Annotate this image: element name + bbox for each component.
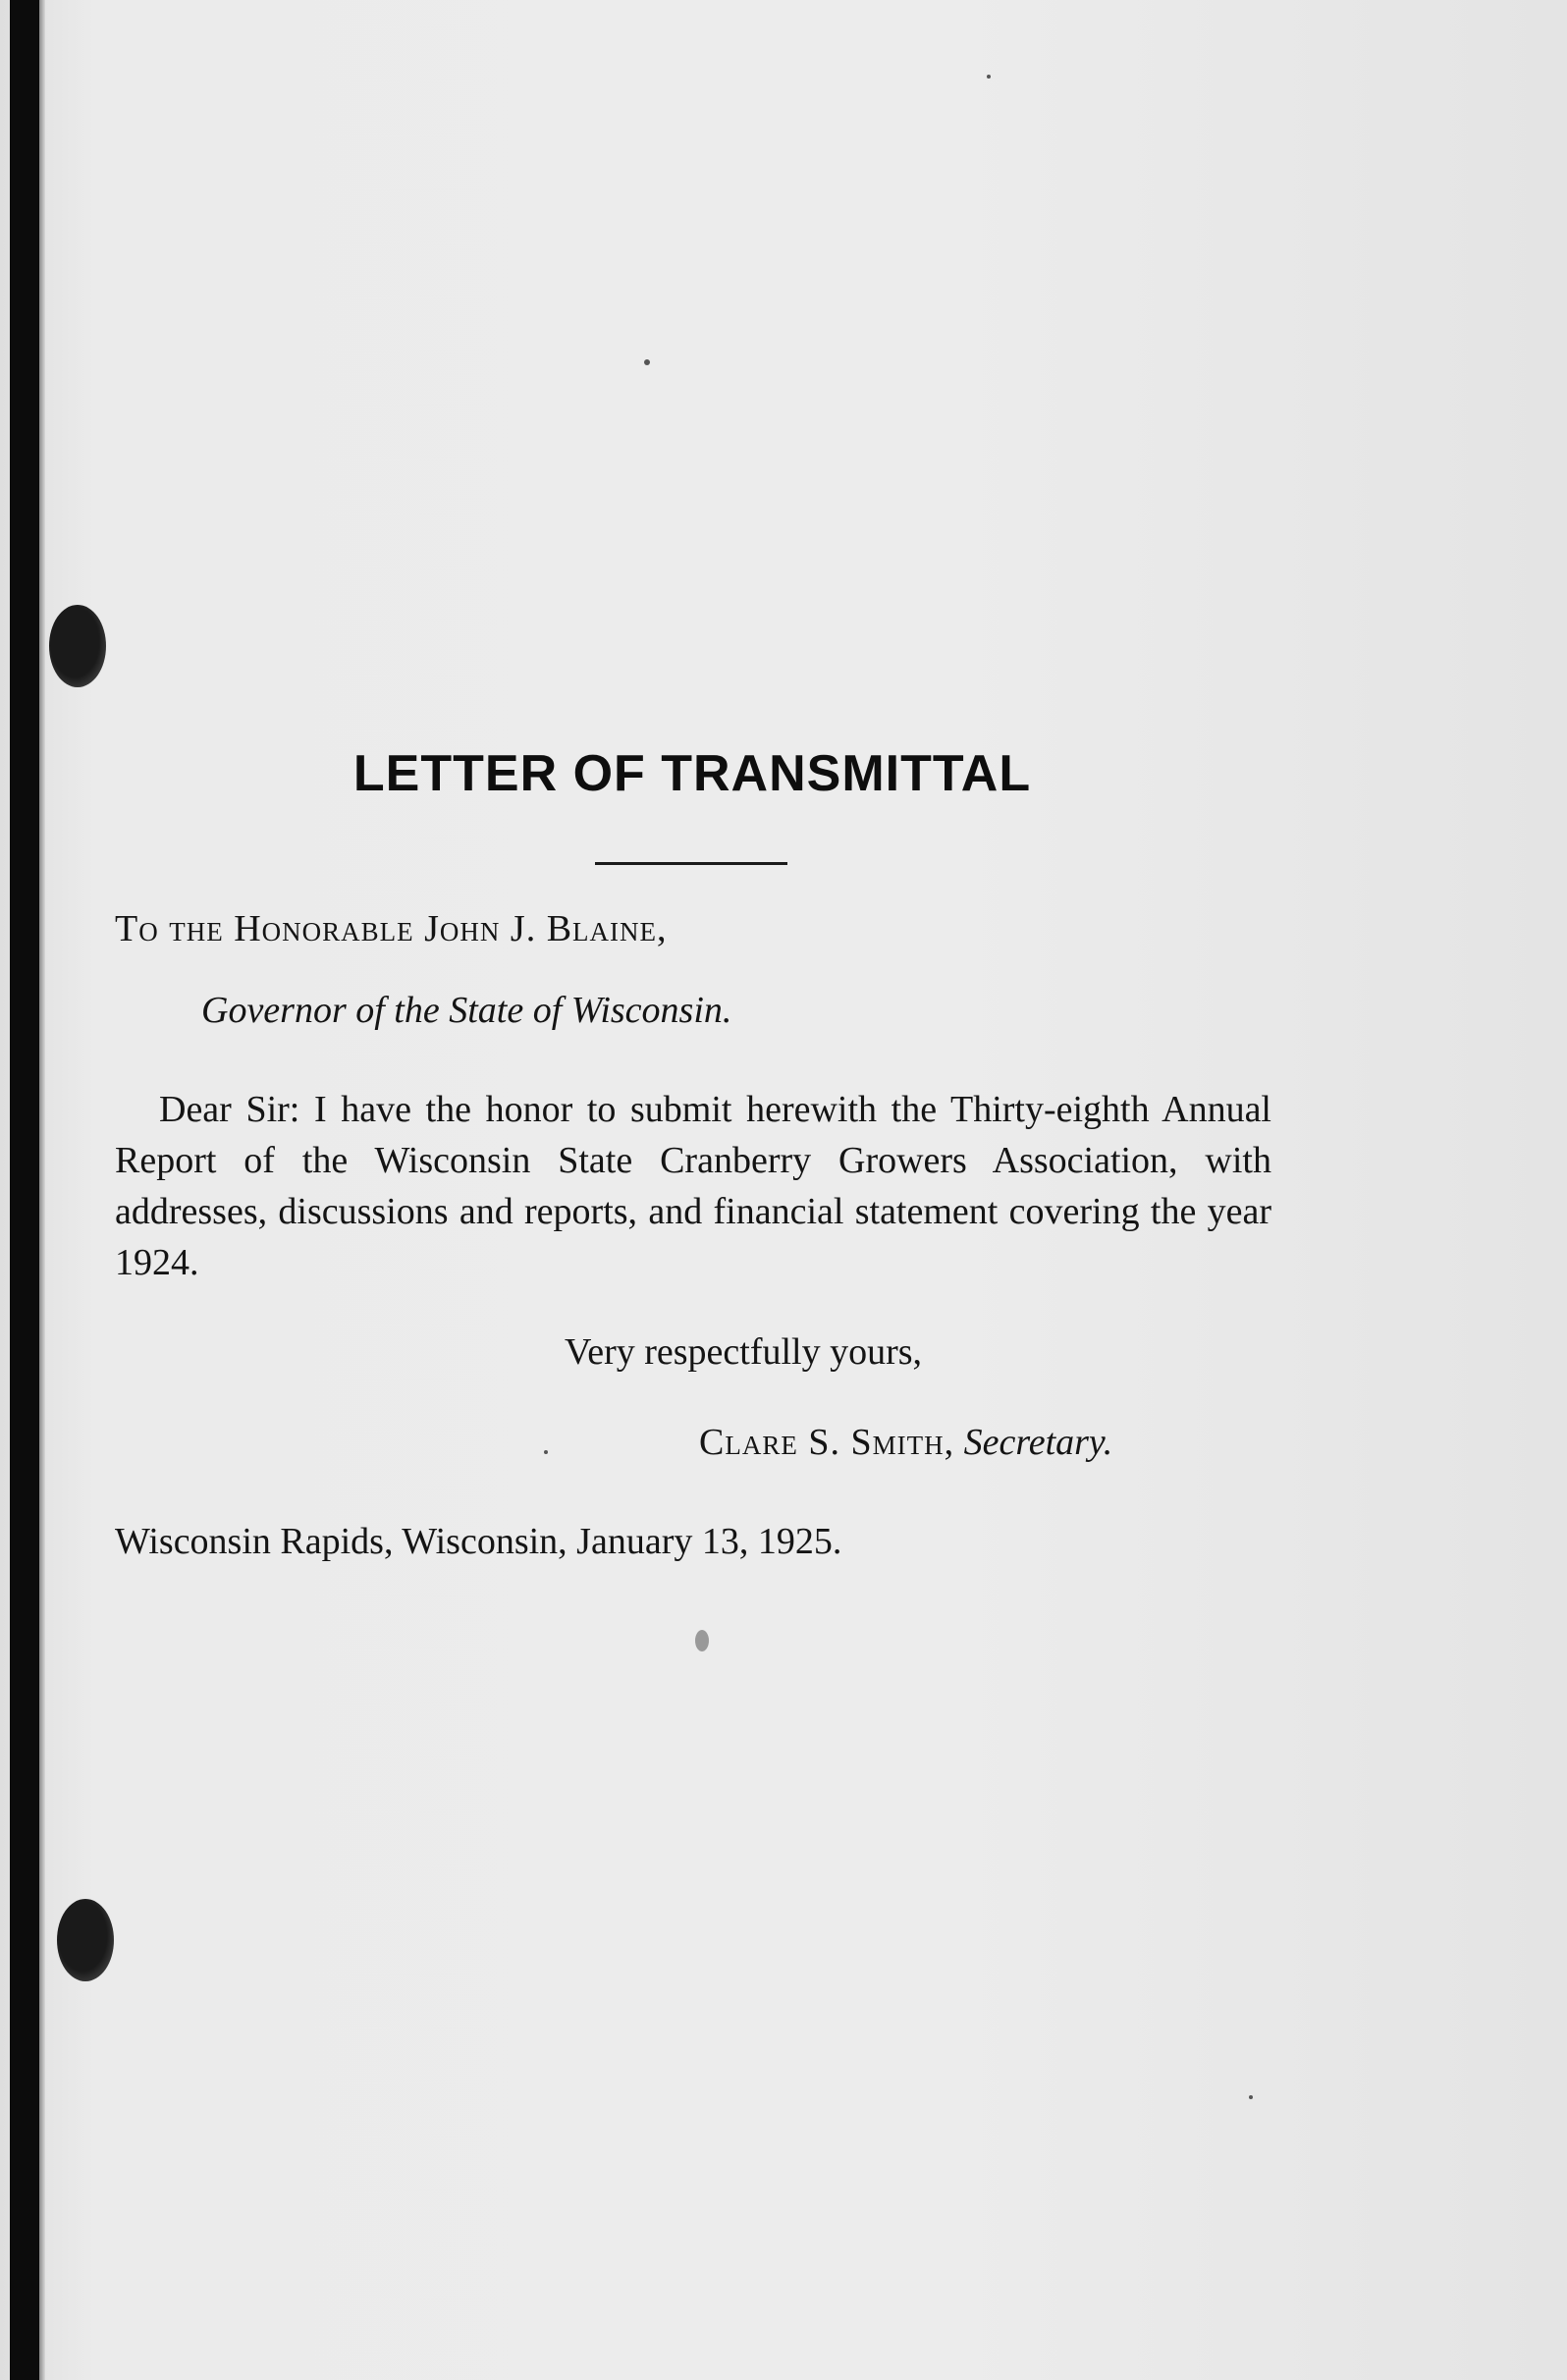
signature: [699, 1421, 1112, 1464]
title-divider: [595, 862, 787, 865]
dust-speck: [544, 1450, 548, 1454]
dust-speck: [644, 359, 650, 365]
dust-speck: [1249, 2095, 1253, 2099]
letter-body: Dear Sir: I have the honor to submit herewith the Thirty-eighth Annual Report of the Wisconsin State Cranberry Growers Association, with addresses, discussions and reports, and financial statement covering the year 1924.: [115, 1089, 1271, 1283]
binding-edge-shadow: [39, 0, 45, 2380]
punch-hole-top: [49, 605, 106, 687]
addressee-title: Governor of the State of Wisconsin.: [201, 990, 732, 1031]
place-date-line: Wisconsin Rapids, Wisconsin, January 13, 1925.: [115, 1521, 842, 1562]
binding-edge-bar: [10, 0, 39, 2380]
dust-speck: [695, 1630, 709, 1651]
closing-line: Very respectfully yours,: [565, 1331, 923, 1373]
page-title: LETTER OF TRANSMITTAL: [352, 745, 1032, 802]
signature-role: Secretary.: [963, 1422, 1113, 1463]
addressee-line: To the Honorable John J. Blaine,: [115, 908, 668, 949]
dust-speck: [987, 75, 991, 79]
signature-name: Clare S. Smith,: [699, 1422, 955, 1463]
punch-hole-bottom: [57, 1899, 114, 1981]
